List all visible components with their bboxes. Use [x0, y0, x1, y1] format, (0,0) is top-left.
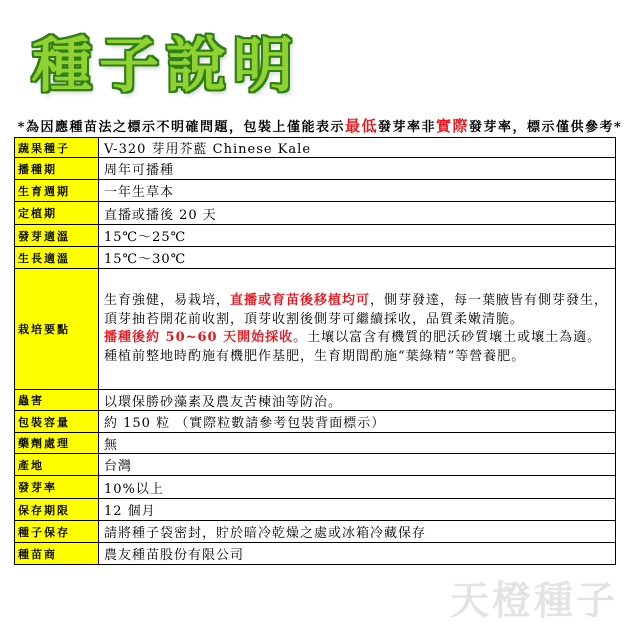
row-chemical-treatment	[15, 433, 615, 454]
row-origin	[15, 454, 615, 476]
row-value: 台灣	[104, 459, 133, 474]
row-value: 15℃～25℃	[104, 230, 187, 245]
row-value: 直播或播後 20 天	[104, 207, 217, 223]
row-germination-rate	[15, 476, 615, 499]
row-value: 周年可播種	[104, 163, 175, 178]
row-seed-company	[15, 543, 615, 565]
row-transplant-period	[15, 202, 615, 225]
row-label: 栽培要點	[15, 269, 99, 389]
notice-text: *為因應種苗法之標示不明確問題，包裝上僅能表示	[17, 120, 345, 135]
row-label: 定植期	[15, 202, 99, 224]
row-value: 約 150 粒 （實際粒數請參考包裝背面標示）	[104, 416, 386, 431]
row-value: 以環保勝砂藻素及農友苦楝油等防治。	[104, 394, 343, 410]
row-label: 發芽率	[15, 476, 99, 498]
row-growth-cycle	[15, 180, 615, 202]
row-label: 保存期限	[15, 499, 99, 520]
row-value: 一年生草本	[104, 185, 175, 200]
row-label: 蟲害	[15, 390, 99, 410]
row-value: V-320 芽用芥藍 Chinese Kale	[104, 142, 312, 157]
row-cultivation-notes	[15, 269, 615, 390]
cultivation-text: 。土壤以富含有機質的肥沃砂質壤土或壤土為適。	[293, 330, 602, 345]
row-label: 產地	[15, 454, 99, 475]
row-pests	[15, 390, 615, 411]
row-value: 12 個月	[104, 504, 156, 519]
cultivation-highlight: 播種後約 50~60 天開始採收	[104, 330, 294, 345]
cultivation-line	[104, 292, 608, 311]
row-label: 生育週期	[15, 180, 99, 201]
disclaimer-notice	[0, 116, 640, 138]
cultivation-highlight: 直播或育苗後移植均可	[230, 293, 371, 308]
cultivation-line	[104, 329, 601, 348]
notice-highlight-minimum: 最低	[344, 117, 378, 135]
cultivation-line: 頂芽抽苔開花前收割，頂芽收割後側芽可繼續採收，品質柔嫩清脆。	[104, 311, 525, 327]
row-seed-storage	[15, 521, 615, 543]
shop-watermark: 天橙種子	[450, 579, 619, 624]
row-sowing-period	[15, 158, 615, 180]
row-shelf-life	[15, 499, 615, 521]
row-label: 包裝容量	[15, 411, 99, 432]
cultivation-line: 種植前整地時酌施有機肥作基肥，生育期間酌施“葉綠精”等營養肥。	[104, 348, 526, 364]
row-value	[99, 269, 615, 389]
notice-text: 發芽率非	[377, 120, 436, 135]
cultivation-text: 生育強健，易栽培，	[104, 293, 231, 308]
notice-text: 發芽率，標示僅供參考*	[469, 120, 623, 135]
row-label: 生長適溫	[15, 247, 99, 268]
row-value: 無	[104, 437, 119, 453]
row-label: 發芽適溫	[15, 225, 99, 246]
notice-highlight-actual: 實際	[436, 117, 470, 135]
row-package-quantity	[15, 411, 615, 433]
row-value: 10%以上	[104, 481, 164, 497]
seed-spec-table	[14, 137, 616, 565]
row-seed-variety	[15, 138, 615, 158]
row-label: 種子保存	[15, 521, 99, 542]
row-label: 蔬果種子	[15, 138, 99, 157]
row-label: 播種期	[15, 158, 99, 179]
cultivation-text: ，側芽發達，每一葉腋皆有側芽發生，	[370, 293, 609, 308]
row-value: 15℃～30℃	[104, 252, 187, 267]
row-growth-temp	[15, 247, 615, 269]
page-title: 種子說明	[32, 31, 300, 101]
row-value: 請將種子袋密封，貯於暗冷乾燥之處或冰箱冷藏保存	[104, 526, 427, 541]
row-value: 農友種苗股份有限公司	[104, 548, 245, 563]
row-label: 種苗商	[15, 543, 99, 564]
row-germination-temp	[15, 225, 615, 247]
row-label: 藥劑處理	[15, 433, 99, 453]
